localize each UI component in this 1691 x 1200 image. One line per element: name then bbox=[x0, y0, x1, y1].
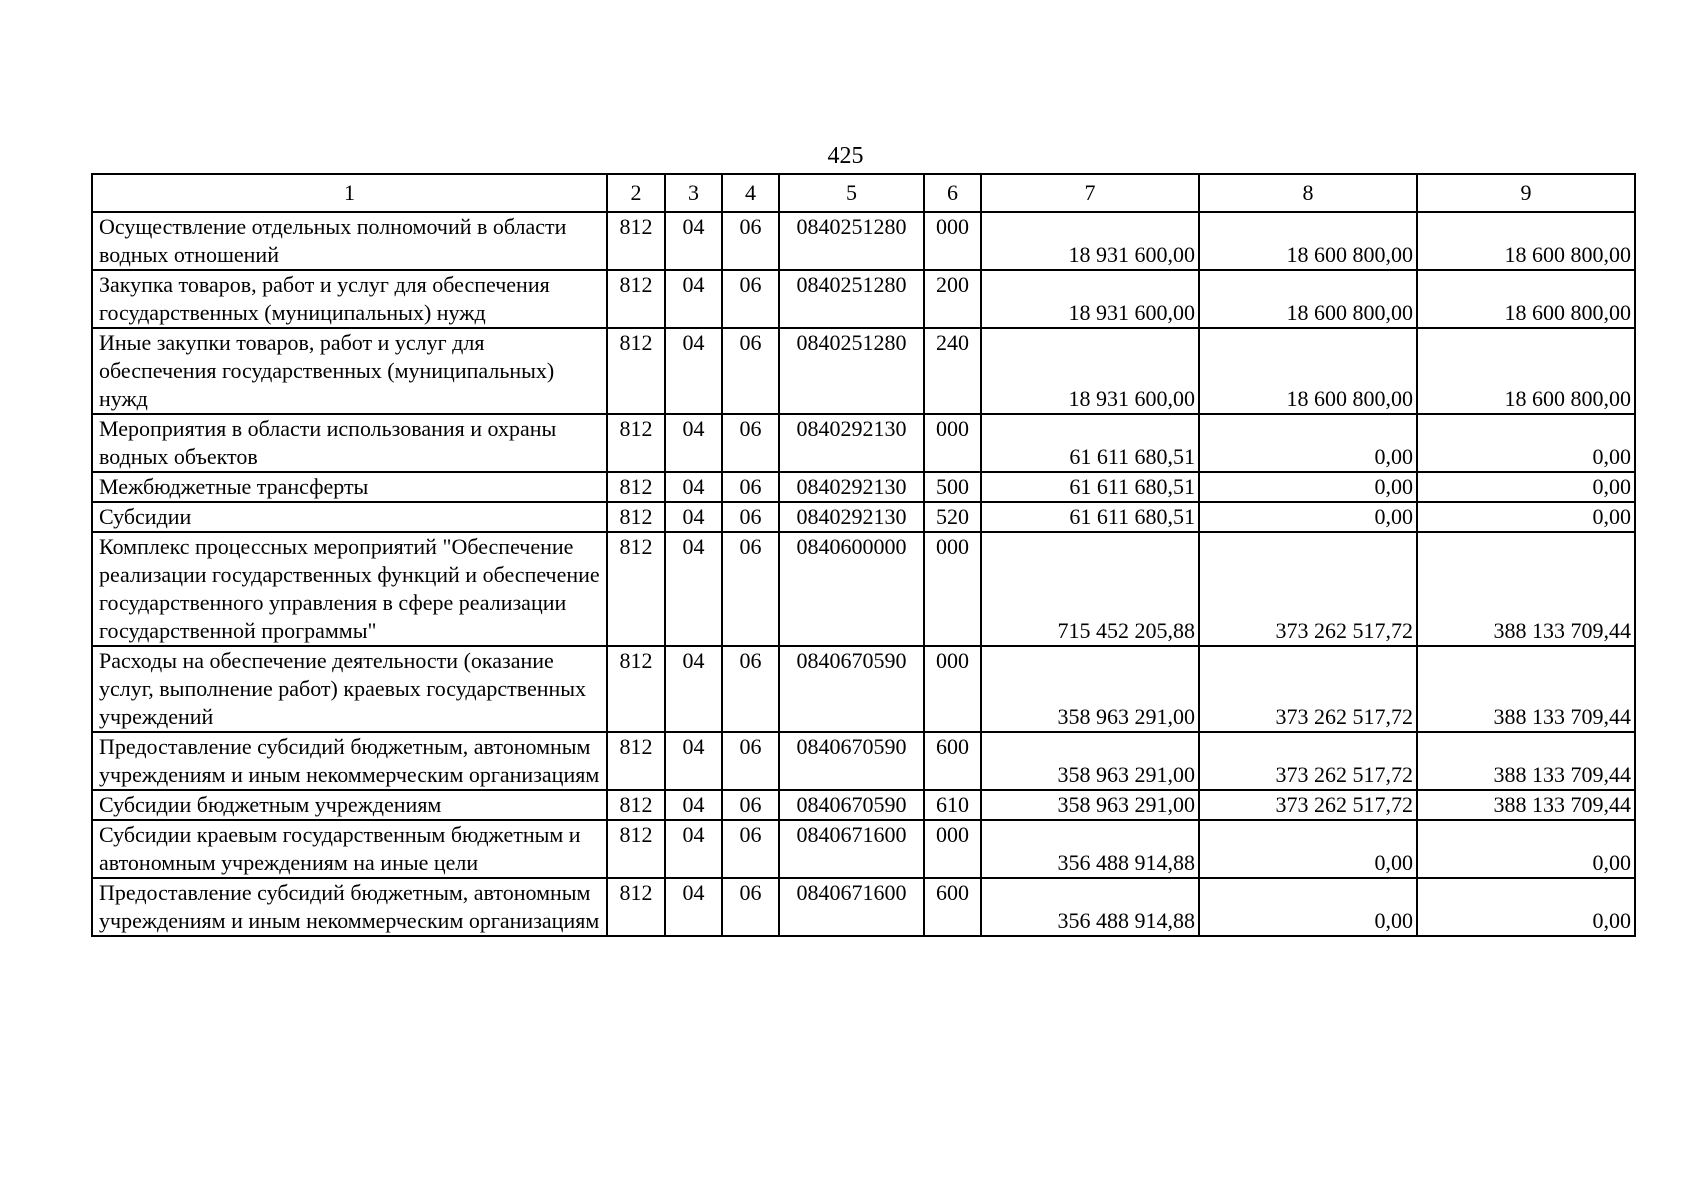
amount-col9: 18 600 800,00 bbox=[1417, 270, 1635, 328]
amount-col7: 61 611 680,51 bbox=[981, 472, 1199, 502]
amount-col9: 388 133 709,44 bbox=[1417, 646, 1635, 732]
amount-col8: 0,00 bbox=[1199, 472, 1417, 502]
column-header-6: 6 bbox=[924, 174, 981, 212]
amount-col9: 388 133 709,44 bbox=[1417, 790, 1635, 820]
table-row bbox=[92, 328, 1635, 414]
amount-col8: 373 262 517,72 bbox=[1199, 790, 1417, 820]
target-article-code: 0840670590 bbox=[779, 646, 924, 732]
target-article-code: 0840670590 bbox=[779, 790, 924, 820]
target-article-code: 0840292130 bbox=[779, 502, 924, 532]
expense-type-code: 600 bbox=[924, 732, 981, 790]
subsection-code: 06 bbox=[722, 472, 779, 502]
expense-name: Предоставление субсидий бюджетным, автономным учреждениям и иным некоммерческим организациям bbox=[92, 732, 607, 790]
ministry-code: 812 bbox=[607, 328, 665, 414]
section-code: 04 bbox=[665, 414, 722, 472]
expense-type-code: 600 bbox=[924, 878, 981, 936]
amount-col9: 0,00 bbox=[1417, 502, 1635, 532]
amount-col9: 0,00 bbox=[1417, 472, 1635, 502]
table-row bbox=[92, 270, 1635, 328]
amount-col8: 18 600 800,00 bbox=[1199, 270, 1417, 328]
ministry-code: 812 bbox=[607, 790, 665, 820]
expense-name: Субсидии краевым государственным бюджетным и автономным учреждениям на иные цели bbox=[92, 820, 607, 878]
amount-col8: 18 600 800,00 bbox=[1199, 212, 1417, 270]
amount-col7: 356 488 914,88 bbox=[981, 820, 1199, 878]
section-code: 04 bbox=[665, 820, 722, 878]
expense-name: Субсидии bbox=[92, 502, 607, 532]
amount-col8: 373 262 517,72 bbox=[1199, 532, 1417, 646]
amount-col7: 61 611 680,51 bbox=[981, 414, 1199, 472]
ministry-code: 812 bbox=[607, 820, 665, 878]
amount-col7: 358 963 291,00 bbox=[981, 732, 1199, 790]
section-code: 04 bbox=[665, 532, 722, 646]
amount-col8: 0,00 bbox=[1199, 502, 1417, 532]
subsection-code: 06 bbox=[722, 328, 779, 414]
table-row bbox=[92, 502, 1635, 532]
amount-col8: 0,00 bbox=[1199, 820, 1417, 878]
subsection-code: 06 bbox=[722, 502, 779, 532]
ministry-code: 812 bbox=[607, 532, 665, 646]
target-article-code: 0840251280 bbox=[779, 328, 924, 414]
column-header-5: 5 bbox=[779, 174, 924, 212]
amount-col7: 715 452 205,88 bbox=[981, 532, 1199, 646]
expense-type-code: 520 bbox=[924, 502, 981, 532]
target-article-code: 0840292130 bbox=[779, 414, 924, 472]
table-body bbox=[92, 212, 1635, 936]
ministry-code: 812 bbox=[607, 212, 665, 270]
table-row bbox=[92, 212, 1635, 270]
ministry-code: 812 bbox=[607, 270, 665, 328]
table-row bbox=[92, 790, 1635, 820]
target-article-code: 0840251280 bbox=[779, 270, 924, 328]
target-article-code: 0840292130 bbox=[779, 472, 924, 502]
amount-col7: 18 931 600,00 bbox=[981, 270, 1199, 328]
subsection-code: 06 bbox=[722, 732, 779, 790]
expense-type-code: 000 bbox=[924, 414, 981, 472]
expense-type-code: 000 bbox=[924, 212, 981, 270]
section-code: 04 bbox=[665, 790, 722, 820]
section-code: 04 bbox=[665, 270, 722, 328]
expense-name: Закупка товаров, работ и услуг для обеспечения государственных (муниципальных) нужд bbox=[92, 270, 607, 328]
section-code: 04 bbox=[665, 646, 722, 732]
subsection-code: 06 bbox=[722, 532, 779, 646]
expense-type-code: 000 bbox=[924, 820, 981, 878]
expense-name: Комплекс процессных мероприятий "Обеспечение реализации государственных функций и обеспечение государственного управления в сфере реализации государственной программы" bbox=[92, 532, 607, 646]
subsection-code: 06 bbox=[722, 414, 779, 472]
expense-name: Мероприятия в области использования и охраны водных объектов bbox=[92, 414, 607, 472]
table-row bbox=[92, 820, 1635, 878]
column-header-7: 7 bbox=[981, 174, 1199, 212]
column-header-1: 1 bbox=[92, 174, 607, 212]
ministry-code: 812 bbox=[607, 472, 665, 502]
table-row bbox=[92, 878, 1635, 936]
expense-name: Иные закупки товаров, работ и услуг для обеспечения государственных (муниципальных) нужд bbox=[92, 328, 607, 414]
amount-col7: 18 931 600,00 bbox=[981, 328, 1199, 414]
column-header-4: 4 bbox=[722, 174, 779, 212]
expense-type-code: 000 bbox=[924, 646, 981, 732]
amount-col9: 18 600 800,00 bbox=[1417, 328, 1635, 414]
subsection-code: 06 bbox=[722, 270, 779, 328]
table-row bbox=[92, 732, 1635, 790]
page-number: 425 bbox=[827, 143, 864, 169]
ministry-code: 812 bbox=[607, 502, 665, 532]
expense-name: Предоставление субсидий бюджетным, автономным учреждениям и иным некоммерческим организациям bbox=[92, 878, 607, 936]
amount-col7: 61 611 680,51 bbox=[981, 502, 1199, 532]
column-header-2: 2 bbox=[607, 174, 665, 212]
ministry-code: 812 bbox=[607, 732, 665, 790]
ministry-code: 812 bbox=[607, 414, 665, 472]
subsection-code: 06 bbox=[722, 646, 779, 732]
amount-col9: 18 600 800,00 bbox=[1417, 212, 1635, 270]
target-article-code: 0840600000 bbox=[779, 532, 924, 646]
section-code: 04 bbox=[665, 472, 722, 502]
subsection-code: 06 bbox=[722, 212, 779, 270]
expense-name: Межбюджетные трансферты bbox=[92, 472, 607, 502]
ministry-code: 812 bbox=[607, 878, 665, 936]
expense-type-code: 240 bbox=[924, 328, 981, 414]
target-article-code: 0840671600 bbox=[779, 820, 924, 878]
amount-col7: 358 963 291,00 bbox=[981, 646, 1199, 732]
amount-col7: 18 931 600,00 bbox=[981, 212, 1199, 270]
section-code: 04 bbox=[665, 328, 722, 414]
amount-col9: 388 133 709,44 bbox=[1417, 732, 1635, 790]
section-code: 04 bbox=[665, 732, 722, 790]
column-header-9: 9 bbox=[1417, 174, 1635, 212]
target-article-code: 0840671600 bbox=[779, 878, 924, 936]
amount-col7: 358 963 291,00 bbox=[981, 790, 1199, 820]
expense-name: Расходы на обеспечение деятельности (оказание услуг, выполнение работ) краевых государственных учреждений bbox=[92, 646, 607, 732]
subsection-code: 06 bbox=[722, 878, 779, 936]
expense-name: Осуществление отдельных полномочий в области водных отношений bbox=[92, 212, 607, 270]
amount-col9: 0,00 bbox=[1417, 820, 1635, 878]
table-row bbox=[92, 532, 1635, 646]
amount-col9: 0,00 bbox=[1417, 878, 1635, 936]
expense-type-code: 200 bbox=[924, 270, 981, 328]
subsection-code: 06 bbox=[722, 790, 779, 820]
table-row bbox=[92, 472, 1635, 502]
column-header-8: 8 bbox=[1199, 174, 1417, 212]
expense-name: Субсидии бюджетным учреждениям bbox=[92, 790, 607, 820]
section-code: 04 bbox=[665, 502, 722, 532]
column-header-3: 3 bbox=[665, 174, 722, 212]
section-code: 04 bbox=[665, 212, 722, 270]
amount-col9: 0,00 bbox=[1417, 414, 1635, 472]
table-row bbox=[92, 414, 1635, 472]
table-row bbox=[92, 646, 1635, 732]
header-row bbox=[92, 174, 1635, 212]
amount-col8: 373 262 517,72 bbox=[1199, 732, 1417, 790]
target-article-code: 0840670590 bbox=[779, 732, 924, 790]
section-code: 04 bbox=[665, 878, 722, 936]
amount-col8: 0,00 bbox=[1199, 878, 1417, 936]
subsection-code: 06 bbox=[722, 820, 779, 878]
target-article-code: 0840251280 bbox=[779, 212, 924, 270]
amount-col8: 373 262 517,72 bbox=[1199, 646, 1417, 732]
expense-type-code: 000 bbox=[924, 532, 981, 646]
expense-type-code: 610 bbox=[924, 790, 981, 820]
ministry-code: 812 bbox=[607, 646, 665, 732]
amount-col8: 0,00 bbox=[1199, 414, 1417, 472]
amount-col9: 388 133 709,44 bbox=[1417, 532, 1635, 646]
amount-col7: 356 488 914,88 bbox=[981, 878, 1199, 936]
budget-table bbox=[91, 173, 1636, 937]
expense-type-code: 500 bbox=[924, 472, 981, 502]
amount-col8: 18 600 800,00 bbox=[1199, 328, 1417, 414]
